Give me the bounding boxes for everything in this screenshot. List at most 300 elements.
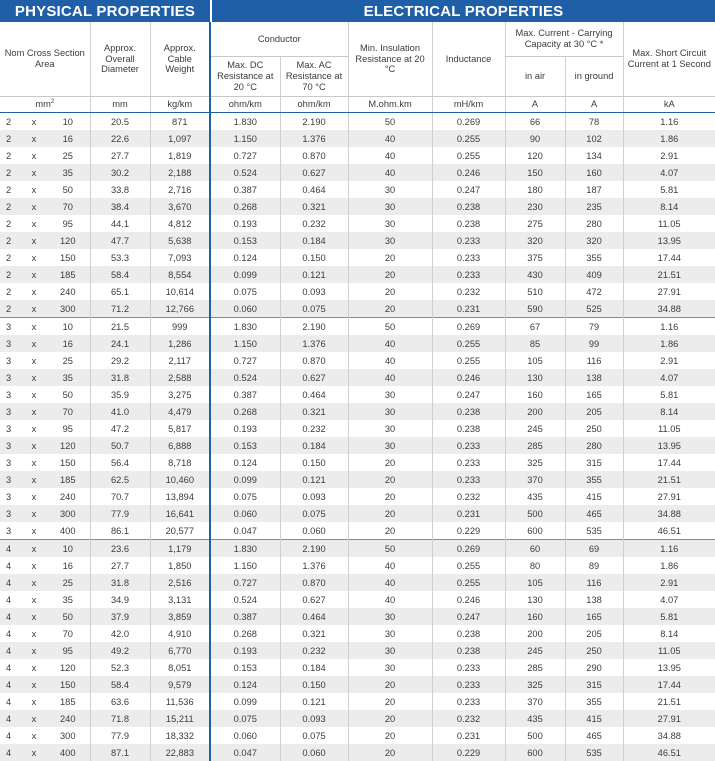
cell-current-ground: 99 <box>565 335 623 352</box>
cell-ac-resistance: 0.870 <box>280 574 348 591</box>
table-row <box>0 471 715 488</box>
cell-short-circuit: 21.51 <box>623 693 715 710</box>
cell-weight: 13,894 <box>150 488 210 505</box>
cell-dc-resistance: 0.047 <box>210 744 280 761</box>
cell-weight: 999 <box>150 318 210 336</box>
cell-dc-resistance: 0.193 <box>210 215 280 232</box>
cell-diameter: 27.7 <box>90 147 150 164</box>
cell-cores: 4 <box>0 659 22 676</box>
cell-dc-resistance: 0.387 <box>210 386 280 403</box>
cell-current-ground: 355 <box>565 471 623 488</box>
cell-inductance: 0.233 <box>432 249 505 266</box>
cell-weight: 1,819 <box>150 147 210 164</box>
cell-area: 120 <box>46 437 90 454</box>
cell-insulation: 20 <box>348 300 432 318</box>
cell-current-ground: 250 <box>565 642 623 659</box>
cell-current-ground: 165 <box>565 386 623 403</box>
cell-diameter: 58.4 <box>90 266 150 283</box>
physical-properties-heading: PHYSICAL PROPERTIES <box>0 0 210 22</box>
cell-short-circuit: 13.95 <box>623 659 715 676</box>
cell-times: x <box>22 727 46 744</box>
cell-area: 50 <box>46 386 90 403</box>
cell-diameter: 53.3 <box>90 249 150 266</box>
cell-current-ground: 138 <box>565 369 623 386</box>
cell-current-ground: 355 <box>565 249 623 266</box>
cell-dc-resistance: 0.193 <box>210 642 280 659</box>
unit-area: $mm^2$ <box>0 97 90 113</box>
cell-ac-resistance: 0.627 <box>280 369 348 386</box>
cell-short-circuit: 1.16 <box>623 318 715 336</box>
cell-cores: 3 <box>0 369 22 386</box>
cell-weight: 18,332 <box>150 727 210 744</box>
cell-inductance: 0.233 <box>432 693 505 710</box>
cell-current-ground: 535 <box>565 744 623 761</box>
cell-diameter: 33.8 <box>90 181 150 198</box>
cell-inductance: 0.269 <box>432 540 505 558</box>
cell-ac-resistance: 0.121 <box>280 266 348 283</box>
cell-current-air: 85 <box>505 335 565 352</box>
cell-current-air: 160 <box>505 386 565 403</box>
cell-current-air: 590 <box>505 300 565 318</box>
unit-air: A <box>505 97 565 113</box>
cell-current-air: 105 <box>505 574 565 591</box>
cell-short-circuit: 11.05 <box>623 642 715 659</box>
cell-cores: 2 <box>0 164 22 181</box>
cell-inductance: 0.246 <box>432 164 505 181</box>
table-row <box>0 215 715 232</box>
cell-inductance: 0.233 <box>432 232 505 249</box>
table-row <box>0 300 715 318</box>
cell-weight: 2,516 <box>150 574 210 591</box>
cell-dc-resistance: 0.060 <box>210 505 280 522</box>
cell-cores: 4 <box>0 676 22 693</box>
table-row <box>0 659 715 676</box>
cell-times: x <box>22 676 46 693</box>
table-row <box>0 369 715 386</box>
cell-current-air: 430 <box>505 266 565 283</box>
cell-ac-resistance: 0.321 <box>280 198 348 215</box>
cell-dc-resistance: 0.193 <box>210 420 280 437</box>
cell-inductance: 0.233 <box>432 471 505 488</box>
cell-area: 400 <box>46 744 90 761</box>
cell-current-air: 200 <box>505 625 565 642</box>
cell-current-air: 375 <box>505 249 565 266</box>
cell-current-ground: 280 <box>565 215 623 232</box>
cell-dc-resistance: 1.150 <box>210 130 280 147</box>
table-row <box>0 625 715 642</box>
cell-cores: 2 <box>0 130 22 147</box>
cell-diameter: 34.9 <box>90 591 150 608</box>
unit-dc: ohm/km <box>210 97 280 113</box>
cell-dc-resistance: 0.524 <box>210 164 280 181</box>
cell-inductance: 0.247 <box>432 181 505 198</box>
cell-weight: 2,188 <box>150 164 210 181</box>
unit-insulation: M.ohm.km <box>348 97 432 113</box>
cell-times: x <box>22 710 46 727</box>
table-row <box>0 386 715 403</box>
cell-current-ground: 465 <box>565 505 623 522</box>
cell-cores: 2 <box>0 249 22 266</box>
cell-times: x <box>22 130 46 147</box>
table-row <box>0 454 715 471</box>
cell-insulation: 30 <box>348 625 432 642</box>
table-row <box>0 710 715 727</box>
cell-diameter: 41.0 <box>90 403 150 420</box>
cell-times: x <box>22 386 46 403</box>
cell-dc-resistance: 0.075 <box>210 488 280 505</box>
cell-current-air: 285 <box>505 437 565 454</box>
cell-inductance: 0.238 <box>432 420 505 437</box>
cell-ac-resistance: 0.464 <box>280 181 348 198</box>
cell-dc-resistance: 0.153 <box>210 232 280 249</box>
cell-current-air: 67 <box>505 318 565 336</box>
cell-times: x <box>22 437 46 454</box>
cell-short-circuit: 17.44 <box>623 249 715 266</box>
cell-dc-resistance: 1.830 <box>210 540 280 558</box>
cell-dc-resistance: 1.830 <box>210 318 280 336</box>
cell-insulation: 50 <box>348 318 432 336</box>
cell-diameter: 62.5 <box>90 471 150 488</box>
cell-cores: 3 <box>0 352 22 369</box>
cell-insulation: 40 <box>348 335 432 352</box>
cell-current-ground: 78 <box>565 113 623 131</box>
cell-inductance: 0.229 <box>432 744 505 761</box>
section-banner <box>0 0 715 22</box>
cell-insulation: 40 <box>348 164 432 181</box>
cell-inductance: 0.255 <box>432 335 505 352</box>
cell-current-ground: 138 <box>565 591 623 608</box>
cell-current-ground: 355 <box>565 693 623 710</box>
cell-current-ground: 465 <box>565 727 623 744</box>
cell-ac-resistance: 0.060 <box>280 522 348 540</box>
cell-ac-resistance: 0.075 <box>280 505 348 522</box>
cell-insulation: 20 <box>348 249 432 266</box>
cell-short-circuit: 2.91 <box>623 574 715 591</box>
cell-inductance: 0.238 <box>432 198 505 215</box>
cell-area: 25 <box>46 147 90 164</box>
cell-current-air: 275 <box>505 215 565 232</box>
cell-current-ground: 280 <box>565 437 623 454</box>
cell-short-circuit: 11.05 <box>623 420 715 437</box>
cell-current-ground: 235 <box>565 198 623 215</box>
cell-cores: 3 <box>0 471 22 488</box>
cell-current-ground: 315 <box>565 454 623 471</box>
cell-ac-resistance: 0.464 <box>280 386 348 403</box>
cell-ac-resistance: 0.121 <box>280 471 348 488</box>
cell-diameter: 27.7 <box>90 557 150 574</box>
cell-times: x <box>22 744 46 761</box>
cell-insulation: 30 <box>348 420 432 437</box>
cell-times: x <box>22 198 46 215</box>
cell-current-ground: 315 <box>565 676 623 693</box>
cell-area: 70 <box>46 403 90 420</box>
cell-area: 25 <box>46 574 90 591</box>
cell-ac-resistance: 2.190 <box>280 540 348 558</box>
cell-weight: 5,638 <box>150 232 210 249</box>
table-row <box>0 557 715 574</box>
cell-inductance: 0.269 <box>432 318 505 336</box>
cell-area: 35 <box>46 591 90 608</box>
cell-inductance: 0.231 <box>432 727 505 744</box>
cell-weight: 2,117 <box>150 352 210 369</box>
header-inductance: Inductance <box>432 22 505 97</box>
cell-inductance: 0.246 <box>432 591 505 608</box>
cell-weight: 871 <box>150 113 210 131</box>
cell-area: 10 <box>46 540 90 558</box>
cell-ac-resistance: 0.075 <box>280 727 348 744</box>
table-row <box>0 232 715 249</box>
cell-diameter: 65.1 <box>90 283 150 300</box>
cell-ac-resistance: 0.232 <box>280 215 348 232</box>
cell-current-air: 130 <box>505 591 565 608</box>
cell-weight: 8,554 <box>150 266 210 283</box>
cell-short-circuit: 4.07 <box>623 591 715 608</box>
cell-ac-resistance: 0.232 <box>280 642 348 659</box>
cell-inductance: 0.231 <box>432 505 505 522</box>
cell-short-circuit: 2.91 <box>623 352 715 369</box>
cell-insulation: 40 <box>348 369 432 386</box>
cell-cores: 4 <box>0 608 22 625</box>
cell-weight: 1,179 <box>150 540 210 558</box>
cell-current-air: 500 <box>505 505 565 522</box>
cell-short-circuit: 27.91 <box>623 488 715 505</box>
unit-ac: ohm/km <box>280 97 348 113</box>
cell-dc-resistance: 0.387 <box>210 608 280 625</box>
table-row <box>0 540 715 558</box>
header-ac-resistance: Max. AC Resistance at 70 °C <box>280 57 348 97</box>
cell-diameter: 31.8 <box>90 574 150 591</box>
table-row <box>0 318 715 336</box>
table-row <box>0 198 715 215</box>
cell-inductance: 0.255 <box>432 352 505 369</box>
cell-diameter: 24.1 <box>90 335 150 352</box>
header-insulation-resistance: Min. Insulation Resistance at 20 °C <box>348 22 432 97</box>
cell-cores: 4 <box>0 693 22 710</box>
cell-times: x <box>22 608 46 625</box>
table-row <box>0 437 715 454</box>
unit-diameter: mm <box>90 97 150 113</box>
cell-ac-resistance: 0.150 <box>280 249 348 266</box>
header-in-air: in air <box>505 57 565 97</box>
cell-cores: 3 <box>0 488 22 505</box>
cell-weight: 11,536 <box>150 693 210 710</box>
cell-dc-resistance: 0.153 <box>210 659 280 676</box>
cell-current-ground: 116 <box>565 352 623 369</box>
cell-dc-resistance: 0.124 <box>210 676 280 693</box>
cell-times: x <box>22 488 46 505</box>
cell-area: 185 <box>46 471 90 488</box>
cell-insulation: 40 <box>348 591 432 608</box>
cell-current-ground: 89 <box>565 557 623 574</box>
cell-current-air: 370 <box>505 471 565 488</box>
header-nom-cross-section: Nom Cross Section Area <box>0 22 90 97</box>
cell-insulation: 40 <box>348 352 432 369</box>
cell-diameter: 70.7 <box>90 488 150 505</box>
cell-cores: 3 <box>0 420 22 437</box>
cell-times: x <box>22 283 46 300</box>
cell-weight: 16,641 <box>150 505 210 522</box>
cell-diameter: 22.6 <box>90 130 150 147</box>
cell-inductance: 0.232 <box>432 488 505 505</box>
cell-cores: 2 <box>0 283 22 300</box>
cell-diameter: 49.2 <box>90 642 150 659</box>
cell-area: 25 <box>46 352 90 369</box>
table-row <box>0 522 715 540</box>
cell-diameter: 47.7 <box>90 232 150 249</box>
cell-current-air: 245 <box>505 642 565 659</box>
cell-inductance: 0.246 <box>432 369 505 386</box>
cell-current-air: 90 <box>505 130 565 147</box>
cell-inductance: 0.247 <box>432 386 505 403</box>
cell-cores: 2 <box>0 266 22 283</box>
cell-times: x <box>22 625 46 642</box>
cell-times: x <box>22 454 46 471</box>
cell-current-ground: 205 <box>565 625 623 642</box>
cell-times: x <box>22 659 46 676</box>
cell-diameter: 50.7 <box>90 437 150 454</box>
table-row <box>0 574 715 591</box>
cell-current-ground: 160 <box>565 164 623 181</box>
cell-ac-resistance: 0.075 <box>280 300 348 318</box>
cell-current-ground: 415 <box>565 710 623 727</box>
cell-times: x <box>22 215 46 232</box>
cell-current-ground: 165 <box>565 608 623 625</box>
cell-short-circuit: 8.14 <box>623 625 715 642</box>
cell-short-circuit: 1.16 <box>623 113 715 131</box>
cell-ac-resistance: 0.184 <box>280 437 348 454</box>
cell-current-ground: 472 <box>565 283 623 300</box>
table-row <box>0 642 715 659</box>
cell-diameter: 30.2 <box>90 164 150 181</box>
unit-inductance: mH/km <box>432 97 505 113</box>
table-row <box>0 283 715 300</box>
cell-area: 16 <box>46 557 90 574</box>
cell-cores: 3 <box>0 318 22 336</box>
cell-current-ground: 187 <box>565 181 623 198</box>
cell-weight: 9,579 <box>150 676 210 693</box>
cell-insulation: 20 <box>348 471 432 488</box>
cell-times: x <box>22 574 46 591</box>
cell-insulation: 20 <box>348 488 432 505</box>
cell-insulation: 40 <box>348 574 432 591</box>
cell-area: 50 <box>46 608 90 625</box>
cell-dc-resistance: 0.075 <box>210 710 280 727</box>
cell-insulation: 30 <box>348 215 432 232</box>
cell-area: 16 <box>46 130 90 147</box>
cell-ac-resistance: 1.376 <box>280 335 348 352</box>
units-row <box>0 97 715 113</box>
unit-weight: kg/km <box>150 97 210 113</box>
cell-dc-resistance: 1.150 <box>210 335 280 352</box>
cell-diameter: 35.9 <box>90 386 150 403</box>
header-current-capacity: Max. Current - Carrying Capacity at 30 °C * <box>505 22 623 57</box>
cell-area: 150 <box>46 676 90 693</box>
cell-inductance: 0.255 <box>432 130 505 147</box>
table-row <box>0 591 715 608</box>
cell-short-circuit: 34.88 <box>623 300 715 318</box>
cell-ac-resistance: 2.190 <box>280 113 348 131</box>
cell-area: 240 <box>46 283 90 300</box>
cell-diameter: 71.2 <box>90 300 150 318</box>
cell-current-air: 120 <box>505 147 565 164</box>
cell-inductance: 0.247 <box>432 608 505 625</box>
cell-current-ground: 535 <box>565 522 623 540</box>
cell-inductance: 0.255 <box>432 147 505 164</box>
electrical-properties-heading: ELECTRICAL PROPERTIES <box>212 0 715 22</box>
cell-diameter: 87.1 <box>90 744 150 761</box>
cell-short-circuit: 5.81 <box>623 181 715 198</box>
cell-short-circuit: 1.86 <box>623 335 715 352</box>
cell-ac-resistance: 0.150 <box>280 676 348 693</box>
cell-area: 120 <box>46 232 90 249</box>
cell-area: 150 <box>46 249 90 266</box>
cell-dc-resistance: 0.524 <box>210 591 280 608</box>
cell-inductance: 0.229 <box>432 522 505 540</box>
cell-ac-resistance: 2.190 <box>280 318 348 336</box>
cell-area: 150 <box>46 454 90 471</box>
cell-weight: 4,479 <box>150 403 210 420</box>
cell-inductance: 0.233 <box>432 266 505 283</box>
cell-weight: 12,766 <box>150 300 210 318</box>
cell-current-air: 600 <box>505 522 565 540</box>
cell-current-air: 105 <box>505 352 565 369</box>
cell-ac-resistance: 0.464 <box>280 608 348 625</box>
cell-area: 240 <box>46 488 90 505</box>
cell-current-air: 150 <box>505 164 565 181</box>
cell-cores: 4 <box>0 727 22 744</box>
cell-insulation: 20 <box>348 676 432 693</box>
cell-times: x <box>22 300 46 318</box>
cell-weight: 8,718 <box>150 454 210 471</box>
cell-times: x <box>22 232 46 249</box>
cell-current-air: 320 <box>505 232 565 249</box>
cell-weight: 5,817 <box>150 420 210 437</box>
header-short-circuit: Max. Short Circuit Current at 1 Second <box>623 22 715 97</box>
cell-times: x <box>22 505 46 522</box>
cell-current-air: 60 <box>505 540 565 558</box>
cell-weight: 6,888 <box>150 437 210 454</box>
cell-times: x <box>22 591 46 608</box>
cell-inductance: 0.232 <box>432 710 505 727</box>
cell-insulation: 20 <box>348 283 432 300</box>
cell-inductance: 0.255 <box>432 557 505 574</box>
cell-inductance: 0.238 <box>432 625 505 642</box>
cell-diameter: 56.4 <box>90 454 150 471</box>
cell-current-air: 370 <box>505 693 565 710</box>
cell-cores: 3 <box>0 403 22 420</box>
cell-ac-resistance: 0.870 <box>280 352 348 369</box>
cell-inductance: 0.233 <box>432 676 505 693</box>
cell-weight: 4,812 <box>150 215 210 232</box>
cell-weight: 3,131 <box>150 591 210 608</box>
cell-short-circuit: 4.07 <box>623 164 715 181</box>
cell-inductance: 0.238 <box>432 642 505 659</box>
cell-dc-resistance: 0.268 <box>210 625 280 642</box>
cell-short-circuit: 17.44 <box>623 454 715 471</box>
cell-insulation: 30 <box>348 232 432 249</box>
cell-short-circuit: 4.07 <box>623 369 715 386</box>
cell-current-air: 600 <box>505 744 565 761</box>
cell-short-circuit: 17.44 <box>623 676 715 693</box>
cell-times: x <box>22 403 46 420</box>
cell-short-circuit: 8.14 <box>623 403 715 420</box>
cell-cores: 2 <box>0 198 22 215</box>
cell-inductance: 0.231 <box>432 300 505 318</box>
cell-diameter: 77.9 <box>90 505 150 522</box>
cell-insulation: 30 <box>348 181 432 198</box>
cell-area: 95 <box>46 420 90 437</box>
cell-dc-resistance: 0.727 <box>210 147 280 164</box>
